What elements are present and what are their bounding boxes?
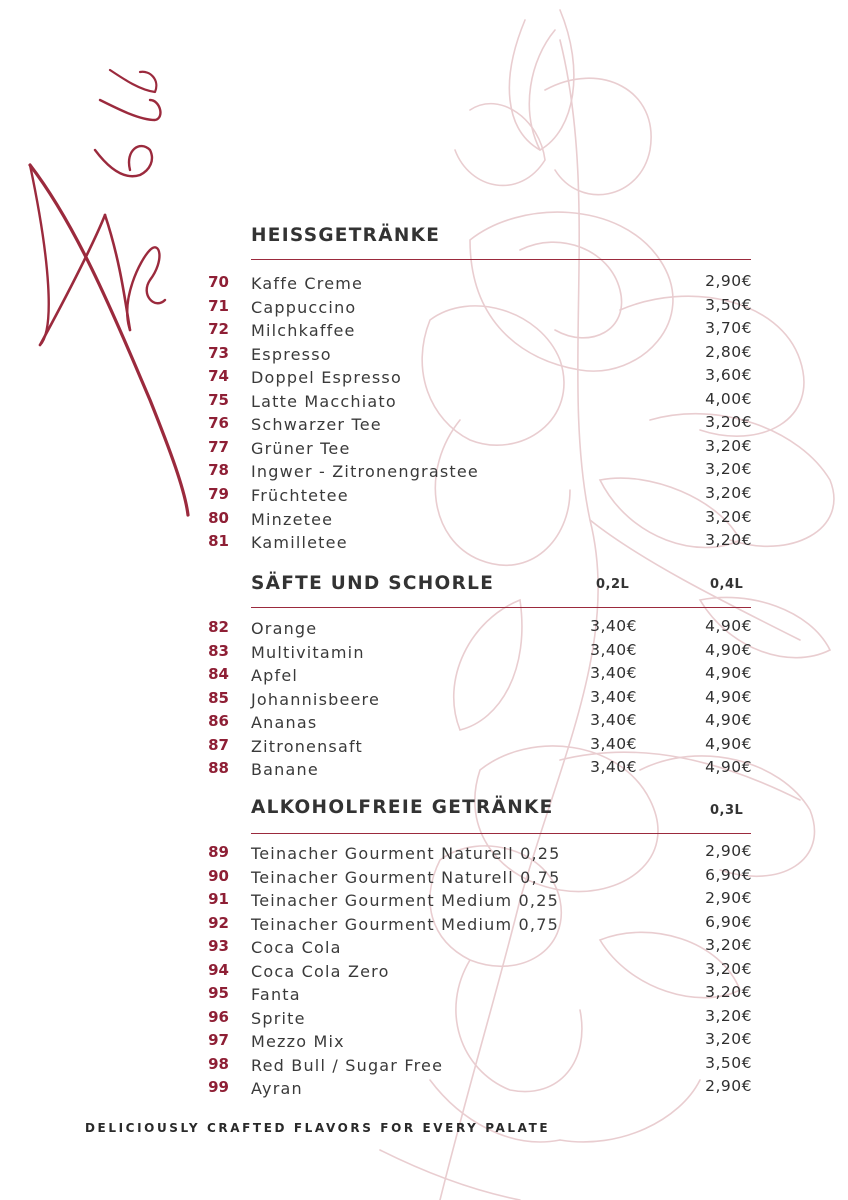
item-price: 3,20€: [705, 1030, 752, 1048]
item-name: Zitronensaft: [251, 736, 363, 756]
tagline: DELICIOUSLY CRAFTED FLAVORS FOR EVERY PALATE: [85, 1121, 551, 1135]
item-price: 3,50€: [705, 1053, 752, 1072]
menu-item: [200, 866, 752, 890]
item-price-small: 3,40€: [590, 711, 637, 729]
item-name: Grüner Tee: [251, 438, 351, 458]
item-price-large: 4,90€: [705, 687, 752, 706]
menu-item: [200, 508, 752, 532]
item-name: Cappuccino: [251, 297, 357, 317]
item-number: 96: [208, 1007, 229, 1026]
menu-item: [200, 758, 752, 782]
section-title-saefte: SÄFTE UND SCHORLE: [251, 573, 495, 594]
item-price-small: 3,40€: [590, 617, 637, 635]
item-number: 74: [208, 367, 229, 386]
item-number: 80: [208, 508, 229, 527]
item-price: 3,50€: [705, 295, 752, 314]
menu-item: [200, 889, 752, 913]
item-number: 83: [208, 641, 229, 660]
section-divider: [251, 259, 751, 260]
menu-item: [200, 983, 752, 1007]
menu-item: [200, 641, 752, 665]
item-price: 3,20€: [705, 1006, 752, 1025]
item-name: Milchkaffee: [251, 321, 356, 341]
item-number: 97: [208, 1031, 229, 1049]
menu-item: [200, 936, 752, 960]
menu-item: [200, 366, 752, 390]
menu-item: [200, 711, 752, 735]
item-price-small: 3,40€: [590, 664, 637, 682]
menu-item: [200, 296, 752, 320]
menu-item: [200, 913, 752, 937]
item-price: 3,60€: [705, 366, 752, 385]
item-name: Latte Macchiato: [251, 391, 397, 411]
item-name: Früchtetee: [251, 485, 349, 505]
item-name: Apfel: [251, 666, 299, 685]
item-number: 89: [208, 843, 229, 861]
menu-item: [200, 390, 752, 414]
item-number: 84: [208, 665, 229, 683]
menu-item: [200, 1007, 752, 1031]
item-number: 91: [208, 890, 229, 908]
item-price-small: 3,40€: [590, 758, 637, 776]
menu-item: [200, 343, 752, 367]
item-number: 75: [208, 390, 229, 409]
item-name: Teinacher Gourment Medium 0,25: [251, 891, 559, 910]
item-price: 3,20€: [705, 413, 752, 432]
item-price-small: 3,40€: [590, 687, 637, 706]
item-price: 2,90€: [705, 272, 752, 290]
menu-item: [200, 735, 752, 759]
item-name: Mezzo Mix: [251, 1032, 345, 1051]
menu-item: [200, 1054, 752, 1078]
item-price: 3,70€: [705, 319, 752, 338]
item-name: Fanta: [251, 985, 301, 1004]
item-name: Ayran: [251, 1079, 303, 1098]
item-price: 3,20€: [705, 531, 752, 550]
item-number: 93: [208, 937, 229, 955]
menu-item: [200, 484, 752, 508]
item-name: Banane: [251, 760, 319, 779]
item-name: Multivitamin: [251, 642, 365, 662]
menu-item: [200, 688, 752, 712]
item-number: 71: [208, 296, 229, 315]
menu-item: [200, 437, 752, 461]
menu-script-title: [0, 0, 220, 560]
item-name: Teinacher Gourment Medium 0,75: [251, 914, 559, 934]
item-number: 99: [208, 1078, 229, 1096]
item-number: 85: [208, 688, 229, 707]
item-name: Minzetee: [251, 509, 334, 529]
item-price-large: 4,90€: [705, 734, 752, 753]
menu-item: [200, 842, 752, 866]
item-price: 2,90€: [705, 1077, 752, 1095]
item-price-large: 4,90€: [705, 640, 752, 659]
section-divider: [251, 833, 751, 834]
item-number: 86: [208, 712, 229, 730]
item-number: 94: [208, 960, 229, 979]
item-name: Orange: [251, 619, 318, 638]
section-divider: [251, 607, 751, 608]
item-number: 82: [208, 618, 229, 636]
item-name: Sprite: [251, 1008, 306, 1028]
menu-item: [200, 460, 752, 484]
item-number: 72: [208, 320, 229, 339]
item-price: 4,00€: [705, 389, 752, 408]
item-price: 3,20€: [705, 936, 752, 954]
item-price: 3,20€: [705, 483, 752, 502]
item-price: 3,20€: [705, 507, 752, 526]
item-price: 2,90€: [705, 842, 752, 860]
item-number: 78: [208, 461, 229, 480]
item-price: 2,90€: [705, 889, 752, 907]
item-name: Teinacher Gourment Naturell 0,75: [251, 867, 561, 887]
item-price: 3,20€: [705, 983, 752, 1001]
item-price: 6,90€: [705, 865, 752, 884]
item-name: Johannisbeere: [251, 689, 381, 709]
item-name: Coca Cola Zero: [251, 961, 390, 981]
item-number: 92: [208, 913, 229, 932]
menu-item: [200, 319, 752, 343]
item-price-small: 3,40€: [590, 734, 637, 753]
item-name: Espresso: [251, 344, 332, 364]
menu-item: [200, 1030, 752, 1054]
section-title-heissgetraenke: HEISSGETRÄNKE: [251, 225, 441, 246]
menu-item: [200, 960, 752, 984]
item-number: 73: [208, 343, 229, 362]
item-name: Red Bull / Sugar Free: [251, 1055, 444, 1075]
item-name: Teinacher Gourment Naturell 0,25: [251, 844, 561, 863]
column-head-volume: 0,3L: [710, 803, 744, 818]
item-price-large: 4,90€: [705, 711, 752, 729]
menu-item: [200, 272, 752, 296]
item-number: 98: [208, 1054, 229, 1073]
item-number: 81: [208, 532, 229, 551]
item-number: 88: [208, 759, 229, 777]
item-price: 2,80€: [705, 342, 752, 361]
item-number: 77: [208, 437, 229, 456]
section-title-alkoholfrei: ALKOHOLFREIE GETRÄNKE: [251, 797, 554, 818]
item-price: 3,20€: [705, 460, 752, 479]
item-name: Schwarzer Tee: [251, 415, 382, 435]
item-number: 79: [208, 484, 229, 503]
item-number: 76: [208, 414, 229, 433]
item-price: 6,90€: [705, 912, 752, 931]
item-name: Kamilletee: [251, 533, 348, 553]
item-name: Kaffe Creme: [251, 274, 364, 293]
column-head-large: 0,4L: [710, 577, 744, 592]
item-number: 87: [208, 735, 229, 754]
item-name: Ananas: [251, 713, 318, 732]
item-number: 70: [208, 273, 229, 291]
item-number: 90: [208, 866, 229, 885]
column-head-small: 0,2L: [596, 577, 630, 592]
item-number: 95: [208, 984, 229, 1002]
menu-item: [200, 1077, 752, 1101]
menu-item: [200, 413, 752, 437]
item-name: Ingwer - Zitronengrastee: [251, 462, 479, 482]
item-price: 3,20€: [705, 959, 752, 978]
item-price: 3,20€: [705, 436, 752, 455]
item-name: Doppel Espresso: [251, 368, 402, 388]
item-price-large: 4,90€: [705, 617, 752, 635]
menu-item: [200, 617, 752, 641]
item-price-small: 3,40€: [590, 640, 637, 659]
item-price-large: 4,90€: [705, 758, 752, 776]
item-price-large: 4,90€: [705, 664, 752, 682]
item-name: Coca Cola: [251, 938, 342, 957]
menu-item: [200, 531, 752, 555]
menu-item: [200, 664, 752, 688]
